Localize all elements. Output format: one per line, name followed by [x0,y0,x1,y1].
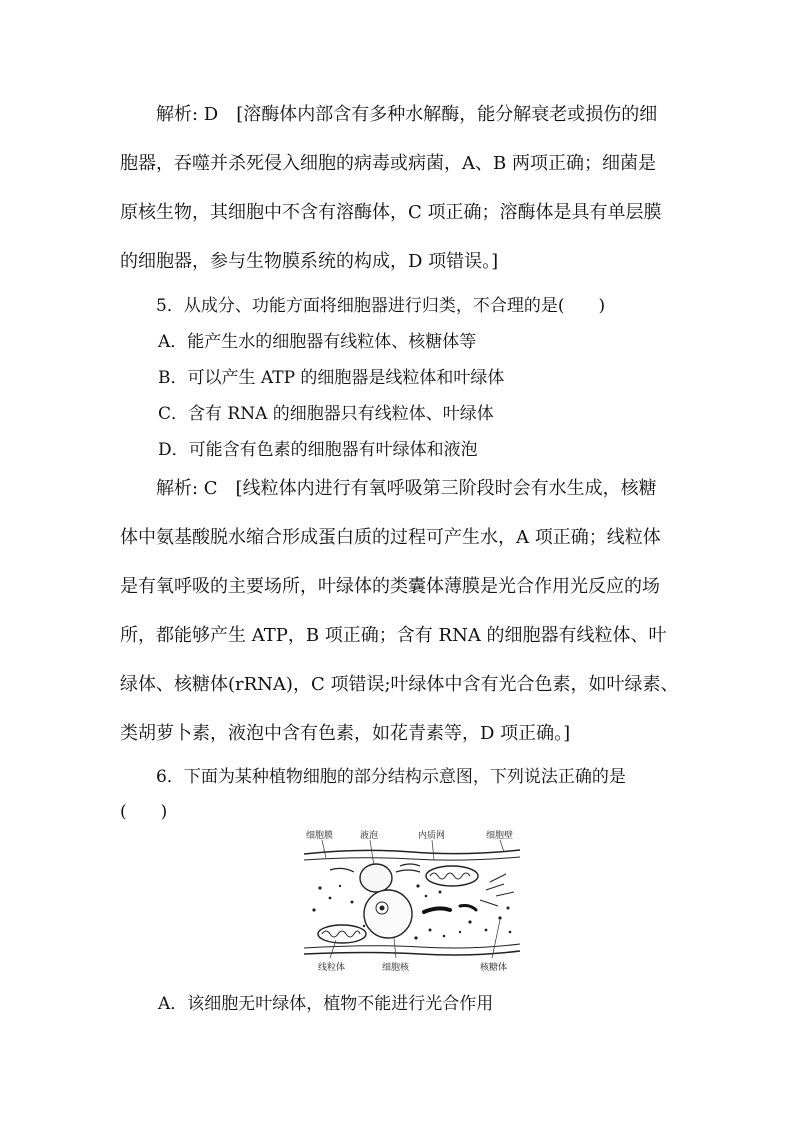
question-6-stem-paren: ( ) [120,802,168,822]
cell-membrane-top [304,857,520,860]
mitochondrion-lower [318,925,366,943]
vacuole [360,864,392,892]
analysis-5 [120,464,679,758]
question-5-option-d: D．可能含有色素的细胞器有叶绿体和液泡 [158,440,478,460]
label-cell-membrane: 细胞膜 [306,831,334,841]
analysis-4-line: 解析: D [溶酶体内部含有多种水解酶，能分解衰老或损伤的细 [156,104,658,125]
analysis-5-line: 所，都能够产生 ATP，B 项正确；含有 RNA 的细胞器有线粒体、叶 [120,625,667,646]
cell-membrane-bottom [304,944,520,948]
label-nucleus: 细胞核 [382,963,410,973]
question-5-option-c: C．含有 RNA 的细胞器只有线粒体、叶绿体 [158,404,494,424]
analysis-5-line: 解析: C [线粒体内进行有氧呼吸第三阶段时会有水生成，核糖 [156,478,657,499]
question-6-option-a: A．该细胞无叶绿体，植物不能进行光合作用 [158,994,494,1014]
analysis-4-line: 的细胞器，参与生物膜系统的构成，D 项错误。] [120,251,499,272]
analysis-5-line: 类胡萝卜素，液泡中含有色素，如花青素等，D 项正确。] [120,723,571,744]
cell-structure-figure [300,826,524,974]
label-mitochondrion: 线粒体 [318,963,346,973]
analysis-5-line: 绿体、核糖体(rRNA)，C 项错误;叶绿体中含有光合色素，如叶绿素、 [120,674,679,695]
label-vacuole: 液泡 [360,831,379,841]
analysis-4-line: 胞器，吞噬并杀死侵入细胞的病毒或病菌，A、B 两项正确；细菌是 [120,153,656,174]
cell-wall-bottom [304,951,520,955]
label-cell-wall: 细胞壁 [486,831,514,841]
cell-wall-top [304,850,520,854]
question-6-stem: 6．下面为某种植物细胞的部分结构示意图，下列说法正确的是 [156,767,626,787]
analysis-5-line: 是有氧呼吸的主要场所，叶绿体的类囊体薄膜是光合作用光反应的场 [120,576,660,597]
analysis-4 [120,90,676,286]
label-ribosome: 核糖体 [480,963,508,973]
analysis-4-line: 原核生物，其细胞中不含有溶酶体，C 项正确；溶酶体是具有单层膜 [120,202,662,223]
analysis-5-line: 体中氨基酸脱水缩合形成蛋白质的过程可产生水，A 项正确；线粒体 [120,527,661,548]
cell-diagram [300,826,524,974]
mitochondrion-upper [426,866,478,886]
label-er: 内质网 [418,831,446,841]
question-5-option-b: B．可以产生 ATP 的细胞器是线粒体和叶绿体 [158,368,505,388]
question-5-option-a: A．能产生水的细胞器有线粒体、核糖体等 [158,332,477,352]
nucleus [364,890,412,938]
question-5-stem: 5．从成分、功能方面将细胞器进行归类，不合理的是( ) [156,296,606,316]
